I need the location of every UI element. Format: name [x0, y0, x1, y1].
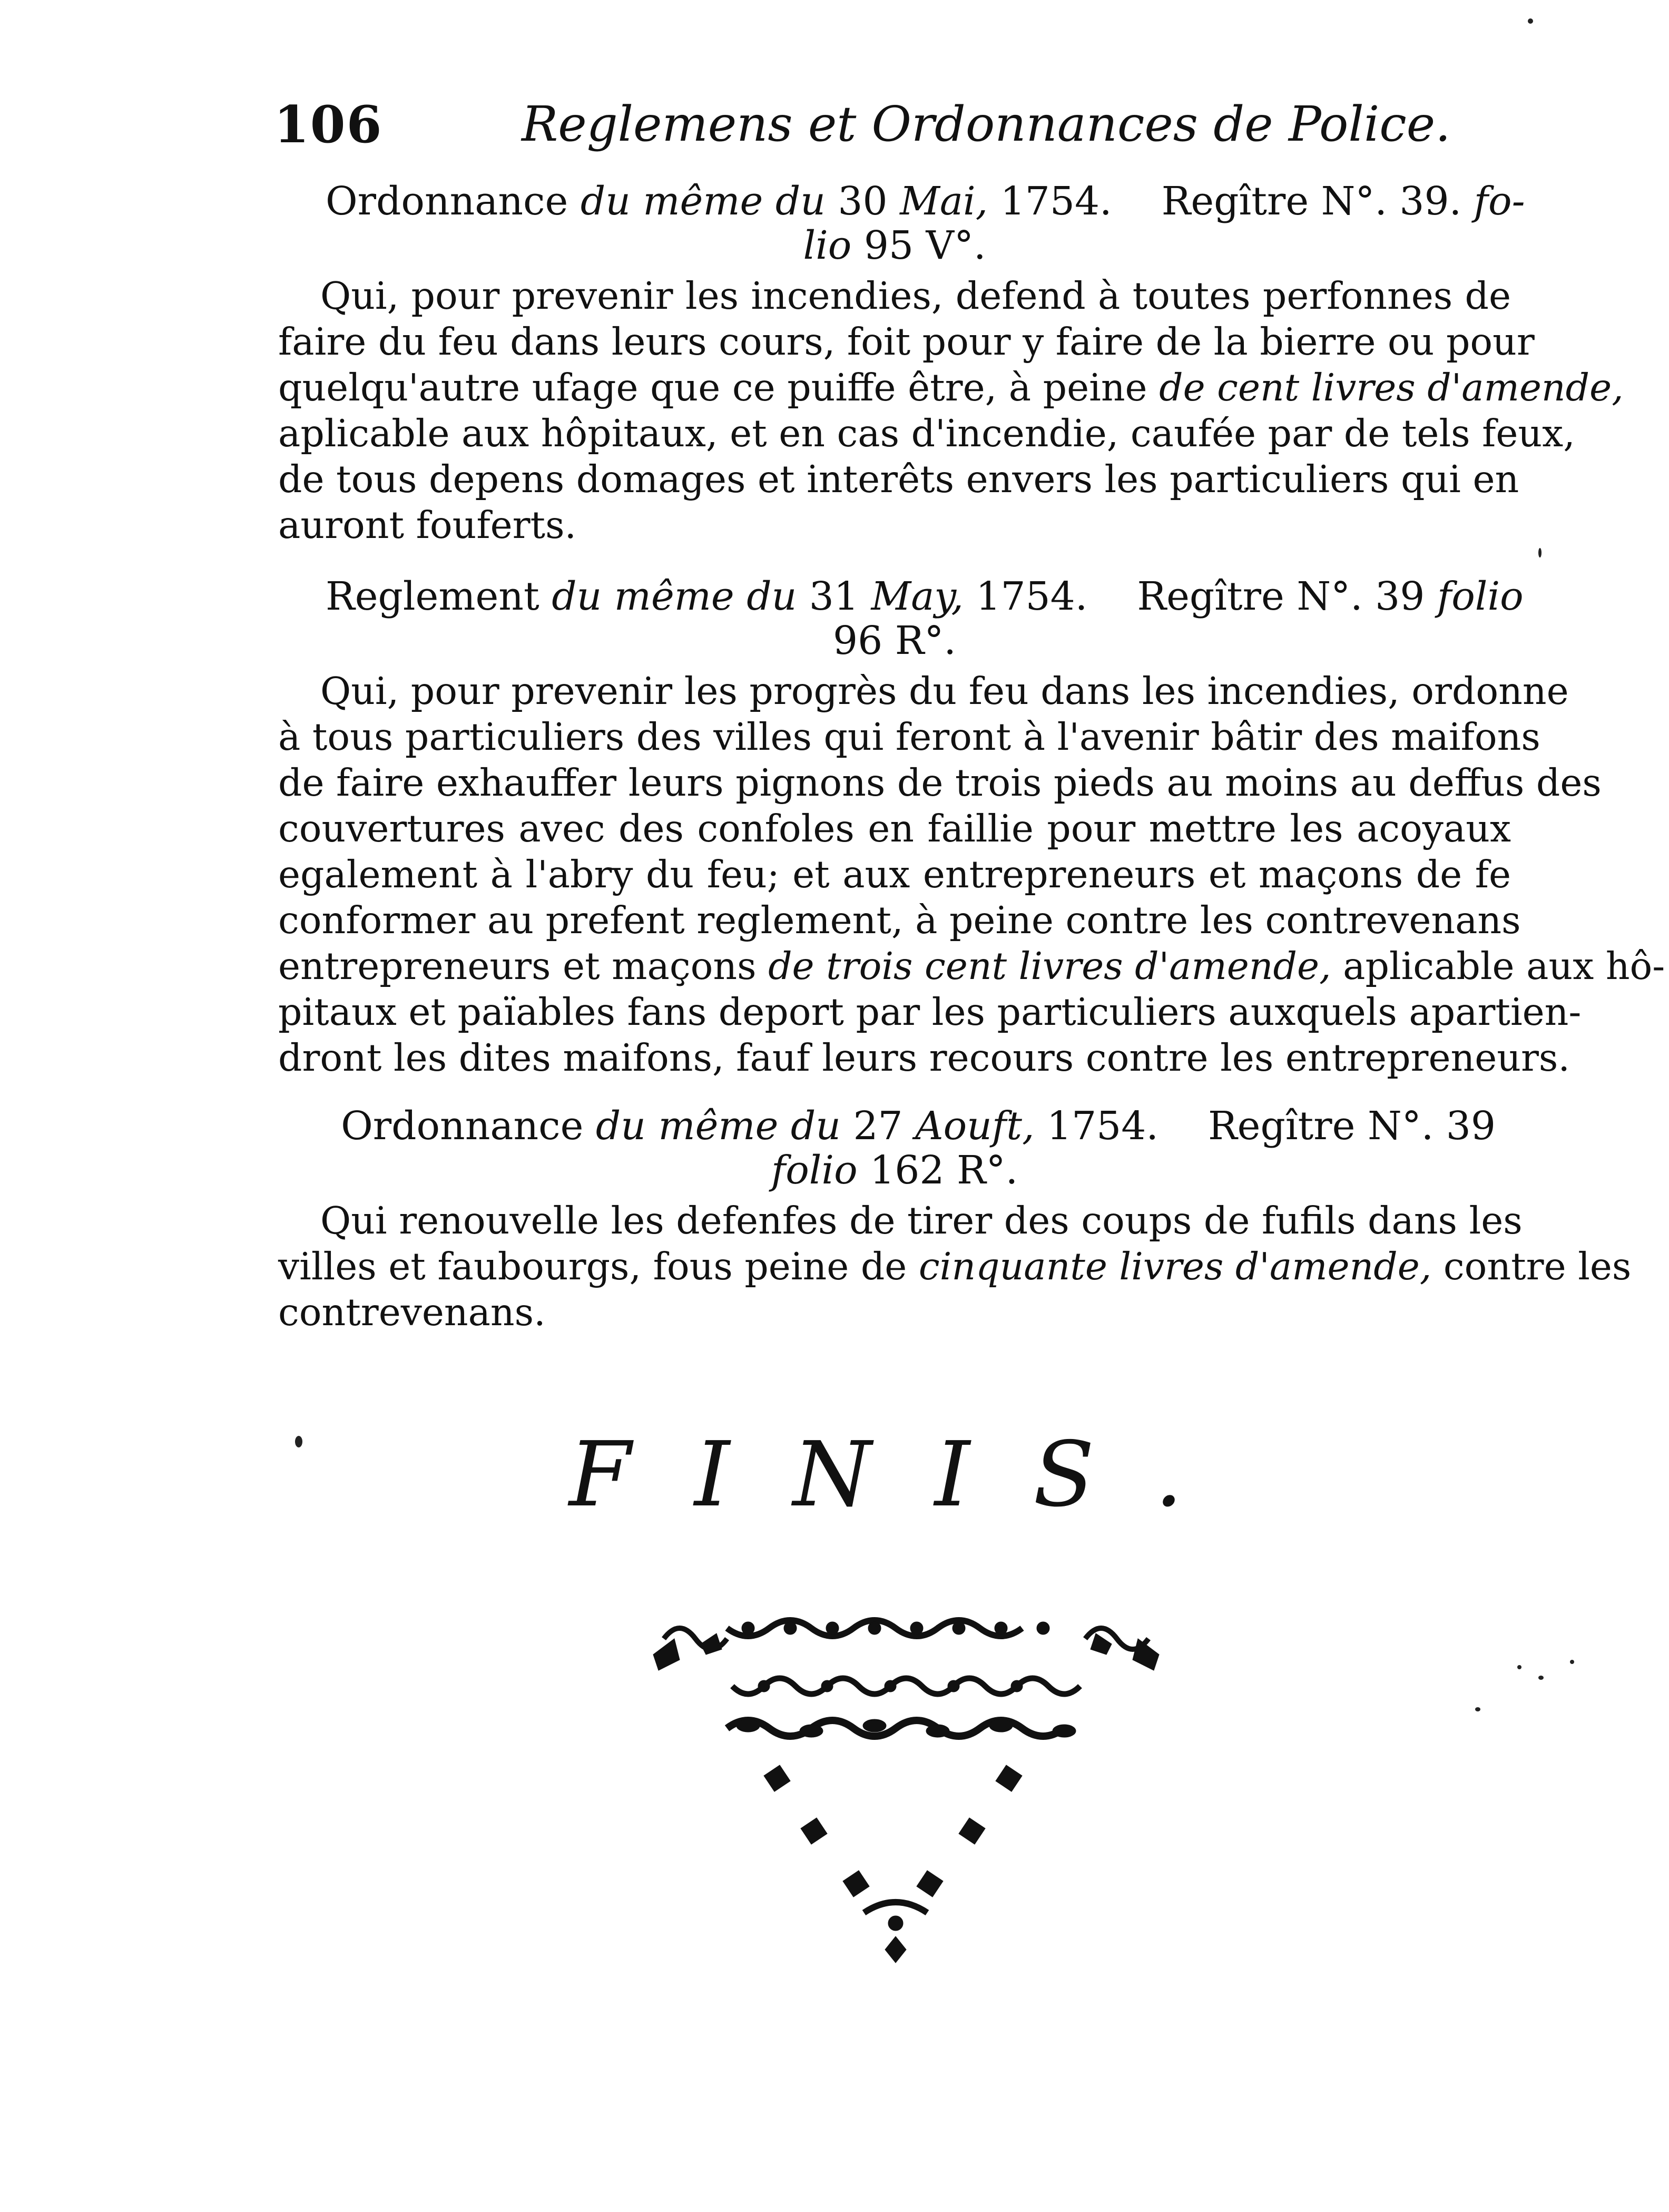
- body-line: contrevenans.: [278, 1290, 546, 1334]
- body-line: faire du feu dans leurs cours, foit pour y faire de la bierre ou pour: [278, 320, 1535, 364]
- entry-issuer: du même du: [552, 574, 797, 619]
- entry-issuer: du même du: [595, 1103, 841, 1149]
- entry-type: Ordonnance: [326, 179, 568, 224]
- running-title: Reglemens et Ordonnances de Police.: [522, 96, 1451, 152]
- entry-ordonnance-30-mai-1754: [278, 179, 1624, 548]
- entry-register: Regître N°. 39.: [1161, 179, 1462, 224]
- second-swag-row: [732, 1678, 1080, 1694]
- entry-year: 1754.: [1047, 1103, 1159, 1149]
- entry-day: 27: [853, 1103, 903, 1149]
- entry-folio-label: fo-: [1474, 179, 1525, 224]
- entry-day: 30: [838, 179, 888, 224]
- entry-month: Mai,: [900, 179, 988, 224]
- ink-speck: [1538, 1676, 1544, 1680]
- entry-register: Regître N°. 39: [1207, 1103, 1496, 1149]
- entry-heading-continued: [278, 619, 1511, 663]
- body-line: dront les dites maifons, fauf leurs recours contre les entrepreneurs.: [278, 1036, 1570, 1080]
- body-line: entrepreneurs et maçons de trois cent livres d'amende, aplicable aux hô-: [278, 944, 1665, 988]
- entry-type: Reglement: [326, 574, 539, 619]
- entry-ordonnance-27-aoust-1754: [278, 1103, 1632, 1335]
- body-line: de faire exhauffer leurs pignons de trois pieds au moins au deffus des: [278, 761, 1602, 805]
- body-line: aplicable aux hôpitaux, et en cas d'incendie, caufée par de tels feux,: [278, 412, 1575, 455]
- entry-month: May,: [871, 574, 964, 619]
- running-head: [274, 95, 1451, 163]
- entry-folio-ref: 95 V°.: [863, 223, 986, 268]
- penalty-phrase: cinquante livres d'amende,: [918, 1245, 1432, 1288]
- entry-month: Aouft,: [915, 1103, 1035, 1149]
- entry-type: Ordonnance: [341, 1103, 584, 1149]
- entry-heading: [278, 179, 1525, 224]
- ink-speck: [1528, 18, 1533, 24]
- entry-heading: [278, 1104, 1511, 1148]
- entry-body: [278, 273, 1624, 548]
- entry-folio-ref: 162 R°.: [870, 1148, 1018, 1193]
- tailpiece-fleuron-ornament: [643, 1607, 1170, 1986]
- entry-body: [278, 668, 1665, 1081]
- entry-heading-continued: [278, 1148, 1511, 1192]
- third-leaf-row: [727, 1719, 1076, 1737]
- body-line: couvertures avec des confoles en faillie pour mettre les acoyaux: [278, 807, 1511, 850]
- body-line: à tous particuliers des villes qui feront à l'avenir bâtir des maifons: [278, 715, 1540, 759]
- ink-speck: [1517, 1665, 1521, 1669]
- body-line: de tous depens domages et interêts envers les particuliers qui en: [278, 457, 1519, 501]
- finis-heading: FINIS.: [569, 1423, 1246, 1527]
- ink-speck: [1538, 548, 1542, 557]
- top-swag-row: [653, 1620, 1159, 1670]
- entry-year: 1754.: [1000, 179, 1112, 224]
- entry-folio-label: folio: [1437, 574, 1524, 619]
- entry-issuer: du même du: [580, 179, 826, 224]
- body-line: Qui renouvelle les defenfes de tirer des coups de fufils dans les: [320, 1199, 1523, 1242]
- entry-folio-label-cont: lio: [803, 223, 852, 268]
- ink-speck: [1475, 1707, 1480, 1711]
- entry-heading: [278, 574, 1524, 619]
- converging-garland: [764, 1765, 1022, 1963]
- body-line: Qui, pour prevenir les progrès du feu dans les incendies, ordonne: [320, 669, 1569, 713]
- entry-body: [278, 1198, 1632, 1335]
- ink-speck: [1570, 1660, 1574, 1664]
- body-line: Qui, pour prevenir les incendies, defend à toutes perfonnes de: [320, 274, 1511, 318]
- body-line: quelqu'autre ufage que ce puiffe être, à peine de cent livres d'amende,: [278, 366, 1624, 409]
- body-line: egalement à l'abry du feu; et aux entrepreneurs et maçons de fe: [278, 853, 1511, 896]
- entry-register: Regître N°. 39: [1137, 574, 1425, 619]
- entry-reglement-31-may-1754: [278, 574, 1665, 1081]
- entry-day: 31: [809, 574, 859, 619]
- body-line: auront fouferts.: [278, 503, 577, 547]
- entry-folio-ref: 96 R°.: [833, 618, 956, 663]
- body-line: pitaux et païables fans deport par les particuliers auxquels apartien-: [278, 990, 1582, 1034]
- body-line: conformer au prefent reglement, à peine contre les contrevenans: [278, 898, 1521, 942]
- ink-speck: [295, 1436, 302, 1447]
- entry-heading-continued: [278, 223, 1511, 268]
- entry-year: 1754.: [976, 574, 1088, 619]
- body-line: villes et faubourgs, fous peine de cinquante livres d'amende, contre les: [278, 1245, 1632, 1288]
- penalty-phrase: de trois cent livres d'amende,: [768, 944, 1331, 988]
- entry-folio-label-cont: folio: [771, 1148, 858, 1193]
- penalty-phrase: de cent livres d'amende,: [1159, 366, 1624, 409]
- page-number: 106: [274, 95, 383, 154]
